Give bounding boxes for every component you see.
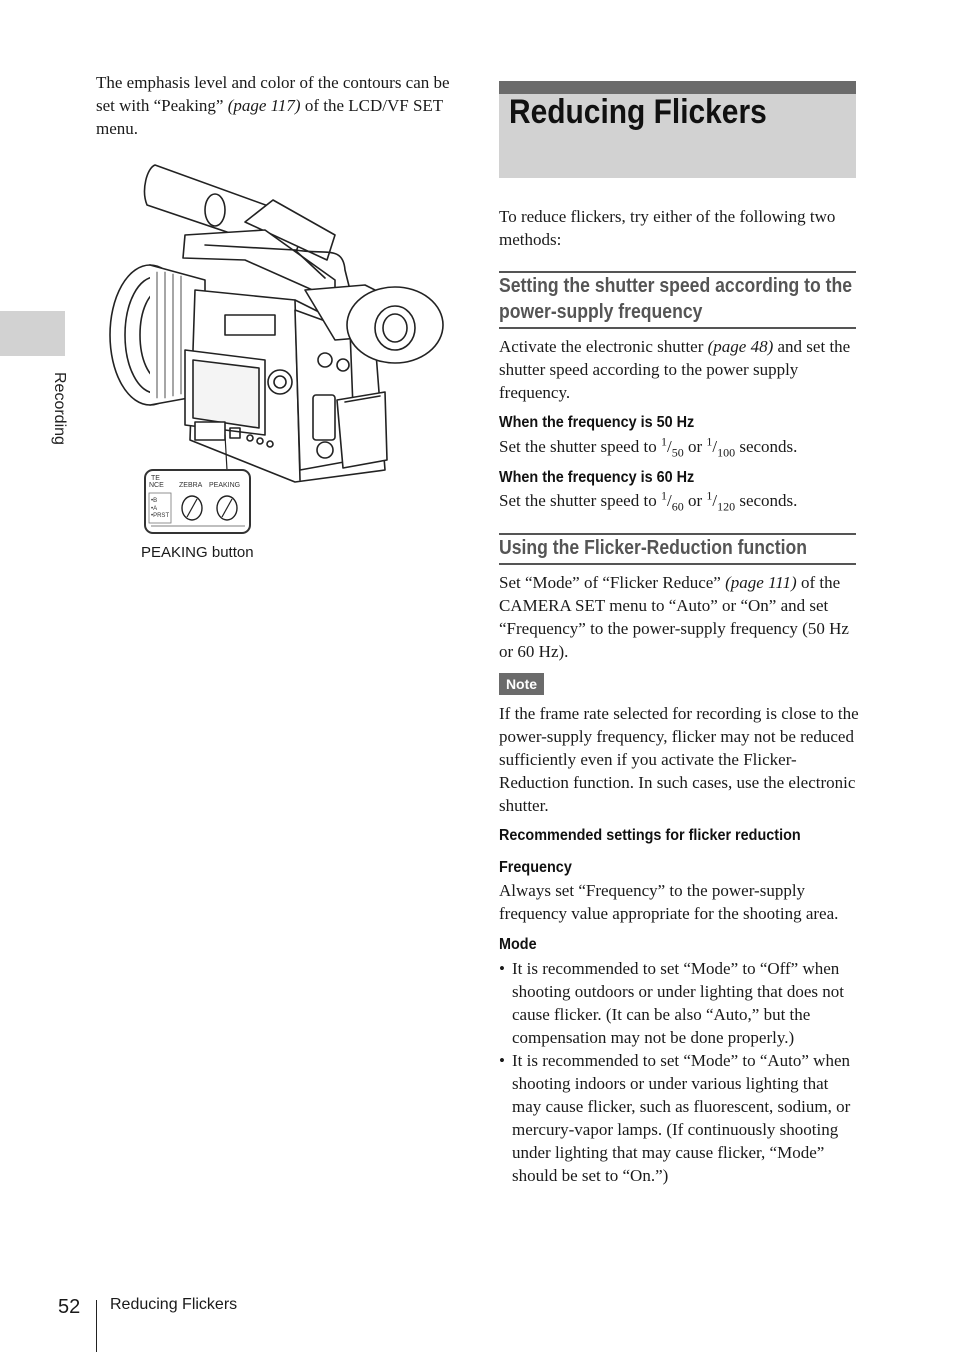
inset-label-a: •A — [151, 506, 158, 512]
peaking-button-caption: PEAKING button — [141, 544, 254, 561]
left-intro-paragraph — [96, 71, 456, 140]
note-badge: Note — [499, 673, 544, 695]
sub60-num-a: 1 — [660, 488, 667, 503]
mode-bullet-auto: • It is recommended to set “Mode” to “Auto” when shooting indoors or under various lighting that may cause flicker, such as fluorescent, sodium, or mercury-vapor lamps. (If continuously shooting under lighting that may cause flicker, “Mode” should be set to “On.”) — [499, 1049, 857, 1187]
section-tab-label: Recording — [51, 372, 68, 445]
camcorder-illustration — [95, 160, 455, 540]
recommended-heading-text: Recommended settings for flicker reduction — [499, 827, 801, 844]
mode-heading-text: Mode — [499, 936, 537, 953]
frequency-text: Always set “Frequency” to the power-supply frequency value appropriate for the shooting area. — [499, 881, 839, 923]
sub50-den-a: 50 — [671, 445, 684, 460]
section2-heading — [499, 535, 899, 561]
sub50-text-start: Set the shutter speed to — [499, 437, 661, 456]
section2-body — [499, 571, 859, 663]
sub50-heading-text: When the frequency is 50 Hz — [499, 414, 695, 431]
sub60-or: or — [683, 491, 707, 510]
sub50-or: or — [683, 437, 707, 456]
section2-body-text: Set “Mode” of “Flicker Reduce” — [499, 573, 726, 592]
recommended-heading — [499, 826, 834, 846]
page-number: 52 — [58, 1296, 81, 1318]
footer-divider — [96, 1300, 97, 1352]
section-tab — [0, 311, 65, 356]
sub60-heading — [499, 468, 716, 488]
sub60-den-b: 120 — [717, 499, 736, 514]
sub60-text: Set the shutter speed to $^1/_{60}$ or $^1/_{120}$ seconds. — [499, 488, 798, 514]
inset-label-zebra: ZEBRA — [179, 482, 203, 489]
note-text: If the frame rate selected for recording is close to the power-supply frequency, flicker may not be reduced sufficiently even if you activate the Flicker-Reduction function. In such cases, use the electronic shutter. — [499, 704, 859, 815]
page-title: Reducing Flickers — [509, 93, 767, 131]
section2-body-text-end: of the CAMERA SET menu to “Auto” or “On” and set “Frequency” to the power-supply frequency (50 Hz or 60 Hz). — [499, 573, 849, 661]
sub50-text-end: seconds. — [735, 437, 798, 456]
page-link-117[interactable]: (page 117) — [227, 96, 301, 115]
inset-label-prst: •PRST — [151, 513, 170, 519]
sub50-num-b: 1 — [706, 434, 713, 449]
left-intro-text: The emphasis level and color of the contours can be set with “Peaking” — [96, 73, 450, 115]
sub60-text-end: seconds. — [735, 491, 798, 510]
sub60-num-b: 1 — [706, 488, 713, 503]
inset-label-nce: NCE — [149, 482, 164, 489]
frequency-heading — [499, 858, 580, 878]
section2-bottom-rule — [499, 563, 856, 565]
section1-bottom-rule — [499, 327, 856, 329]
inset-label-te: TE — [151, 475, 160, 482]
intro-paragraph: To reduce flickers, try either of the following two methods: — [499, 207, 836, 249]
mode-bullet-list — [499, 957, 857, 1187]
section1-body — [499, 335, 859, 404]
section1-body-text: Activate the electronic shutter — [499, 337, 708, 356]
sub50-text: Set the shutter speed to $^1/_{50}$ or $^1/_{100}$ seconds. — [499, 434, 798, 460]
sub50-heading — [499, 413, 716, 433]
inset-label-b: •B — [151, 498, 158, 504]
sub50-den-b: 100 — [717, 445, 736, 460]
section1-heading-text: Setting the shutter speed according to the power-supply frequency — [499, 275, 853, 323]
page-link-48[interactable]: (page 48) — [707, 337, 774, 356]
section1-heading — [499, 273, 899, 325]
left-intro-text-end: of the LCD/VF SET menu. — [96, 96, 443, 138]
peaking-inset — [145, 470, 250, 533]
section2-heading-text: Using the Flicker-Reduction function — [499, 537, 808, 559]
section1-body-text-end: and set the shutter speed according to the power supply frequency. — [499, 337, 851, 402]
sub60-den-a: 60 — [671, 499, 684, 514]
mode-bullet-off: • It is recommended to set “Mode” to “Off” when shooting outdoors or under lighting that does not cause flicker. (It can be also “Auto,” but the compensation may not be done properly.) — [499, 957, 857, 1049]
inset-label-peaking: PEAKING — [209, 482, 241, 489]
running-title: Reducing Flickers — [110, 1296, 238, 1313]
mode-heading — [499, 935, 541, 955]
frequency-heading-text: Frequency — [499, 859, 572, 876]
sub60-text-start: Set the shutter speed to — [499, 491, 661, 510]
sub60-heading-text: When the frequency is 60 Hz — [499, 469, 695, 486]
page-link-111[interactable]: (page 111) — [725, 573, 797, 592]
sub50-num-a: 1 — [660, 434, 667, 449]
